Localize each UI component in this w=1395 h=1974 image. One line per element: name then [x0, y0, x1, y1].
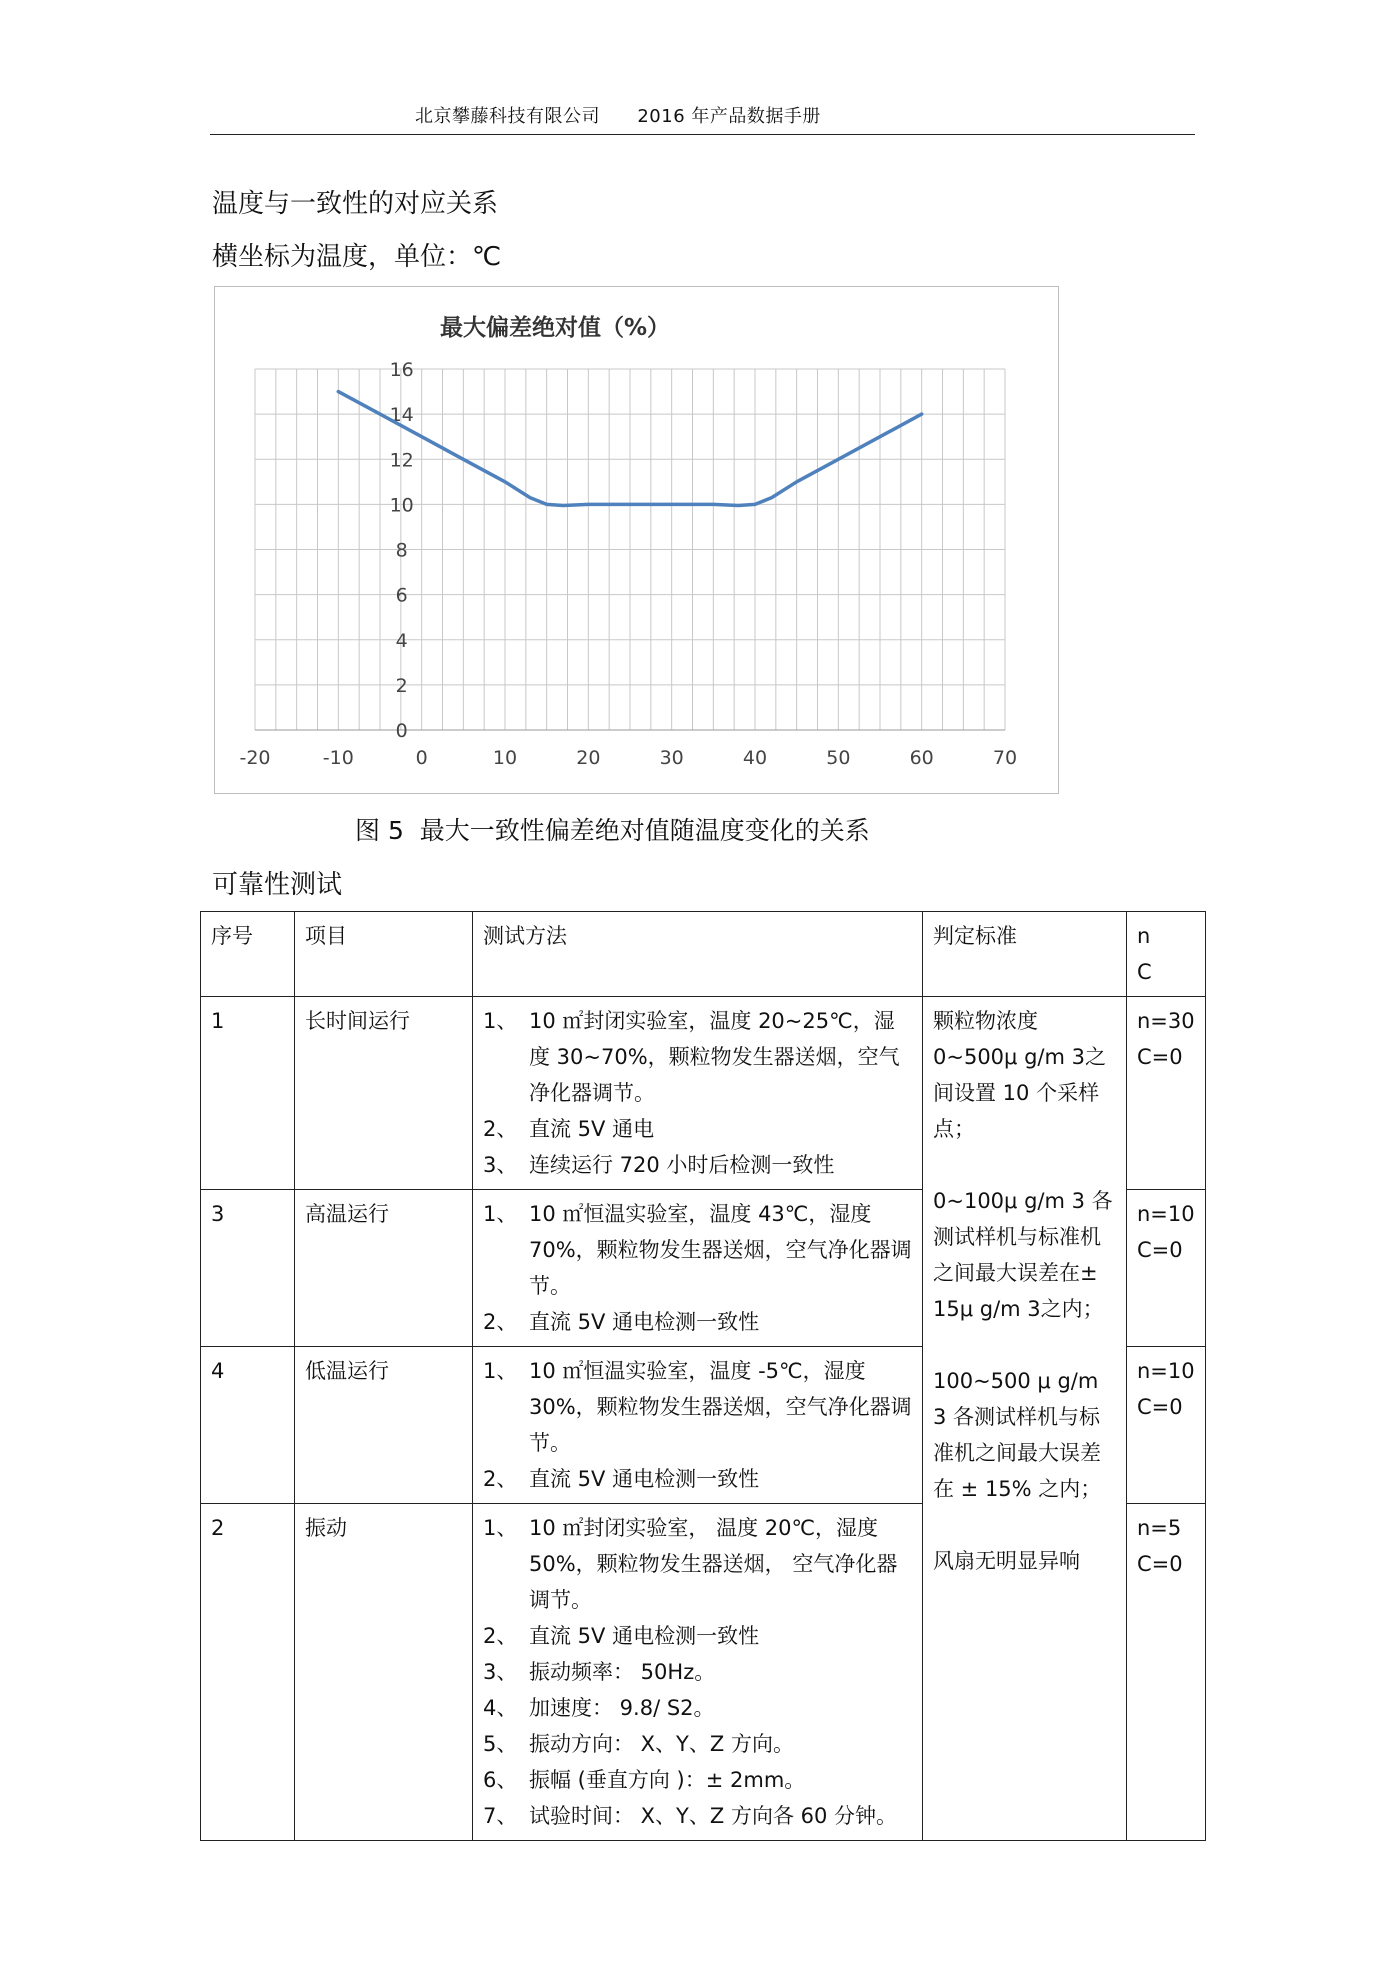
- step-number: 2、: [483, 1624, 518, 1648]
- chart-frame: [214, 286, 1059, 794]
- row-n: n=5: [1137, 1516, 1182, 1540]
- step-text: 振幅 (垂直方向 )：± 2mm。: [529, 1768, 806, 1792]
- criteria-fan-noise: 风扇无明显异响: [933, 1549, 1080, 1573]
- y-tick-label: 16: [389, 359, 414, 381]
- row-n: n=30: [1137, 1009, 1195, 1033]
- y-tick-label: 4: [395, 629, 408, 652]
- table-header-row: [201, 912, 1206, 997]
- step-text: 10 ㎡恒温实验室，温度 43℃，湿度 70%，颗粒物发生器送烟，空气净化器调节。: [529, 1202, 912, 1298]
- row-nc: [1127, 1504, 1206, 1841]
- y-tick-label: 12: [389, 449, 414, 472]
- y-tick-label: 0: [395, 720, 408, 742]
- method-step: [483, 1003, 912, 1111]
- row-seq: 4: [201, 1347, 295, 1504]
- row-seq: 3: [201, 1190, 295, 1347]
- step-text: 连续运行 720 小时后检测一致性: [529, 1153, 835, 1177]
- step-text: 10 ㎡封闭实验室，温度 20~25℃，湿度 30~70%，颗粒物发生器送烟，空气净化器调节。: [529, 1009, 900, 1105]
- method-step: [483, 1798, 912, 1834]
- criteria-cell: [923, 997, 1127, 1841]
- x-tick-label: -10: [322, 747, 354, 769]
- x-tick-label: 0: [415, 747, 428, 769]
- row-method: [473, 1504, 923, 1841]
- header-c: C: [1137, 960, 1152, 984]
- step-text: 直流 5V 通电检测一致性: [529, 1310, 760, 1334]
- row-n: n=10: [1137, 1202, 1195, 1226]
- step-number: 2、: [483, 1310, 518, 1334]
- step-number: 3、: [483, 1153, 518, 1177]
- row-c: C=0: [1137, 1552, 1183, 1576]
- step-number: 6、: [483, 1768, 518, 1792]
- row-c: C=0: [1137, 1045, 1183, 1069]
- method-step: [483, 1762, 912, 1798]
- row-method: [473, 1190, 923, 1347]
- method-step: [483, 1353, 912, 1461]
- step-text: 直流 5V 通电检测一致性: [529, 1624, 760, 1648]
- row-c: C=0: [1137, 1238, 1183, 1262]
- header-item: 项目: [295, 912, 473, 997]
- step-number: 1、: [483, 1009, 518, 1033]
- header-n: n: [1137, 924, 1151, 948]
- step-number: 2、: [483, 1117, 518, 1141]
- x-tick-label: 30: [659, 747, 684, 769]
- page-header: [415, 102, 821, 128]
- row-item: 振动: [295, 1504, 473, 1841]
- row-seq: 1: [201, 997, 295, 1190]
- chart-grid: [255, 369, 1005, 730]
- x-tick-label: 40: [742, 747, 768, 769]
- y-tick-label: 2: [395, 674, 408, 697]
- method-step: [483, 1147, 912, 1183]
- row-item: 长时间运行: [295, 997, 473, 1190]
- method-step: [483, 1196, 912, 1304]
- x-tick-label: 70: [992, 747, 1018, 769]
- step-text: 振动频率： 50Hz。: [529, 1660, 716, 1684]
- criteria-sampling: 颗粒物浓度 0~500μ g/m 3之间设置 10 个采样点；: [933, 1009, 1106, 1141]
- row-nc: [1127, 1347, 1206, 1504]
- step-text: 直流 5V 通电检测一致性: [529, 1467, 760, 1491]
- chart-title: 最大偏差绝对值（%）: [439, 315, 671, 341]
- row-item: 高温运行: [295, 1190, 473, 1347]
- row-nc: [1127, 1190, 1206, 1347]
- header-criteria: 判定标准: [923, 912, 1127, 997]
- header-method: 测试方法: [473, 912, 923, 997]
- step-number: 1、: [483, 1202, 518, 1226]
- row-method: [473, 1347, 923, 1504]
- method-step: [483, 1654, 912, 1690]
- step-number: 7、: [483, 1804, 518, 1828]
- method-step: [483, 1690, 912, 1726]
- header-company: 北京攀藤科技有限公司: [415, 106, 600, 127]
- y-tick-label: 14: [389, 404, 414, 427]
- reliability-table: [200, 911, 1206, 1841]
- reliability-table-wrap: [200, 911, 1206, 1841]
- row-item: 低温运行: [295, 1347, 473, 1504]
- x-tick-label: 20: [576, 747, 601, 769]
- x-axis-ticks: [239, 747, 1017, 769]
- x-tick-label: 10: [492, 747, 518, 769]
- header-rule: [210, 134, 1195, 135]
- deviation-chart: [215, 287, 1060, 795]
- method-step: [483, 1304, 912, 1340]
- row-nc: [1127, 997, 1206, 1190]
- x-tick-label: 50: [826, 747, 851, 769]
- step-text: 直流 5V 通电: [529, 1117, 655, 1141]
- section-heading: 温度与一致性的对应关系: [212, 189, 499, 219]
- row-method: [473, 997, 923, 1190]
- criteria-high-range: 100~500 μ g/m 3 各测试样机与标准机之间最大误差在 ± 15% 之内；: [933, 1369, 1102, 1501]
- row-n: n=10: [1137, 1359, 1195, 1383]
- figure-caption: 图 5 最大一致性偏差绝对值随温度变化的关系: [355, 816, 870, 845]
- method-step: [483, 1461, 912, 1497]
- row-c: C=0: [1137, 1395, 1183, 1419]
- y-tick-label: 10: [389, 494, 414, 517]
- step-text: 10 ㎡恒温实验室，温度 -5℃，湿度 30%，颗粒物发生器送烟，空气净化器调节。: [529, 1359, 912, 1455]
- method-step: [483, 1510, 912, 1618]
- method-step: [483, 1111, 912, 1147]
- step-number: 2、: [483, 1467, 518, 1491]
- step-text: 10 ㎡封闭实验室， 温度 20℃，湿度 50%，颗粒物发生器送烟， 空气净化器调节。: [529, 1516, 898, 1612]
- x-tick-label: -20: [239, 747, 271, 769]
- reliability-heading: 可靠性测试: [212, 870, 343, 900]
- header-doc-title: 2016 年产品数据手册: [637, 106, 821, 127]
- step-number: 3、: [483, 1660, 518, 1684]
- step-text: 振动方向： X、Y、Z 方向。: [529, 1732, 794, 1756]
- y-tick-label: 6: [395, 584, 408, 607]
- step-text: 加速度： 9.8/ S2。: [529, 1696, 715, 1720]
- method-step: [483, 1618, 912, 1654]
- x-tick-label: 60: [909, 747, 934, 769]
- row-seq: 2: [201, 1504, 295, 1841]
- axis-note: 横坐标为温度，单位：℃: [212, 242, 502, 272]
- step-number: 5、: [483, 1732, 518, 1756]
- header-seq: 序号: [201, 912, 295, 997]
- step-number: 1、: [483, 1359, 518, 1383]
- header-nc: [1127, 912, 1206, 997]
- y-tick-label: 8: [395, 539, 408, 562]
- step-text: 试验时间： X、Y、Z 方向各 60 分钟。: [529, 1804, 898, 1828]
- method-step: [483, 1726, 912, 1762]
- step-number: 1、: [483, 1516, 518, 1540]
- table-row: [201, 997, 1206, 1190]
- step-number: 4、: [483, 1696, 518, 1720]
- criteria-low-range: 0~100μ g/m 3 各测试样机与标准机之间最大误差在± 15μ g/m 3之内；: [933, 1189, 1113, 1321]
